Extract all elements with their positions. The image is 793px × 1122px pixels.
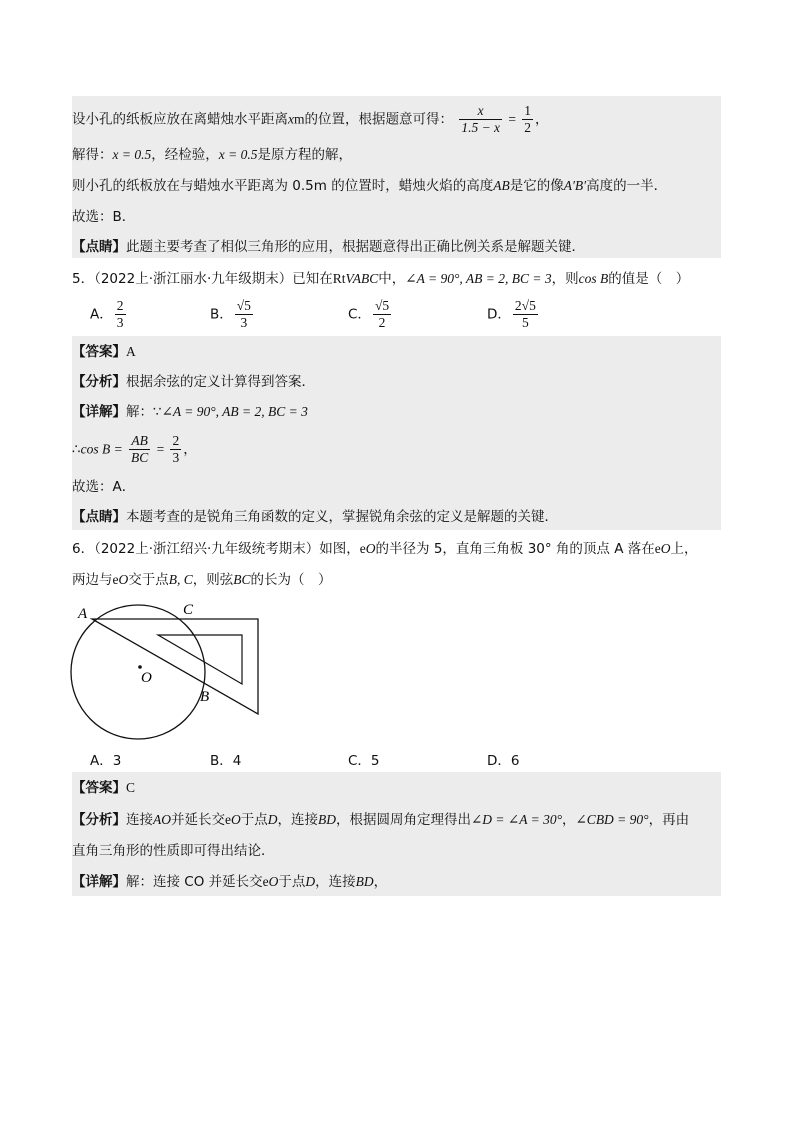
equation-fraction: $\frac{x}{1.5 - x}$ xyxy=(461,103,501,135)
q6-option-b[interactable]: B．4 xyxy=(210,753,242,769)
prev-conclusion-line: 则小孔的纸板放在与蜡烛水平距离为 0.5m 的位置时，蜡烛火焰的高度AB是它的像A′B′高度的一半． xyxy=(72,178,668,194)
q6-analysis-line1: 【分析】连接AO并延长交eO于点D，连接BD，根据圆周角定理得出∠D = ∠A = 30°，∠CBD = 90°，再由 xyxy=(72,812,690,828)
set-square-outer xyxy=(92,619,258,714)
q5-option-a[interactable]: A． $\frac{2}{3}$ xyxy=(90,298,124,330)
prev-choice-line: 故选：B． xyxy=(72,209,136,225)
q6-answer: 【答案】C xyxy=(72,780,136,796)
q6-analysis-line2: 直角三角形的性质即可得出结论． xyxy=(72,843,275,859)
q6-option-d[interactable]: D．6 xyxy=(487,753,520,769)
label-b: B xyxy=(200,689,210,705)
q6-detail: 【详解】解：连接 CO 并延长交eO于点D，连接BD， xyxy=(72,874,388,890)
q5-option-c[interactable]: C． $\frac{√5}{2}$ xyxy=(348,298,390,330)
prev-comment-line: 【点睛】此题主要考查了相似三角形的应用，根据题意得出正确比例关系是解题关键． xyxy=(72,239,585,255)
q6-option-a[interactable]: A．3 xyxy=(90,753,122,769)
q5-choice: 故选：A． xyxy=(72,479,136,495)
prev-solve-line: 解得：x = 0.5，经检验，x = 0.5是原方程的解， xyxy=(72,147,352,163)
set-square-inner xyxy=(158,635,242,684)
label-o: O xyxy=(141,670,152,686)
label-a: A xyxy=(78,606,88,622)
q6-option-c[interactable]: C．5 xyxy=(348,753,380,769)
q6-figure xyxy=(70,598,270,758)
q5-answer: 【答案】A xyxy=(72,344,136,360)
equation-rhs-fraction: $\frac{1}{2}$ xyxy=(524,103,532,135)
q5-analysis: 【分析】根据余弦的定义计算得到答案． xyxy=(72,374,315,390)
prev-setup-line: 设小孔的纸板应放在离蜡烛水平距离xm的位置，根据题意可得： $\frac{x}{1.5 - x}$ = $\frac{1}{2}$ ， xyxy=(72,103,549,135)
center-dot xyxy=(138,665,142,669)
q5-option-b[interactable]: B． $\frac{√5}{3}$ xyxy=(210,298,251,330)
q6-stem-line2: 两边与eO交于点B, C，则弦BC的长为（ ） xyxy=(72,572,332,588)
label-c: C xyxy=(183,602,194,618)
q5-option-d[interactable]: D． $\frac{2√5}{5}$ xyxy=(487,298,536,330)
q5-stem: 5．（2022上·浙江丽水·九年级期末）已知在RtVABC中，∠A = 90°, AB = 2, BC = 3，则cos B的值是（ ） xyxy=(72,271,690,287)
q6-stem-line1: 6．（2022上·浙江绍兴·九年级统考期末）如图，eO的半径为 5，直角三角板 30° 角的顶点 A 落在eO上， xyxy=(72,541,698,557)
q5-cos-equation: ∴cos B = $\frac{AB}{BC}$ = $\frac{2}{3}$ ， xyxy=(72,433,197,465)
q5-detail: 【详解】解：∵∠A = 90°, AB = 2, BC = 3 xyxy=(72,404,308,420)
q5-comment: 【点睛】本题考查的是锐角三角函数的定义，掌握锐角余弦的定义是解题的关键． xyxy=(72,509,558,525)
